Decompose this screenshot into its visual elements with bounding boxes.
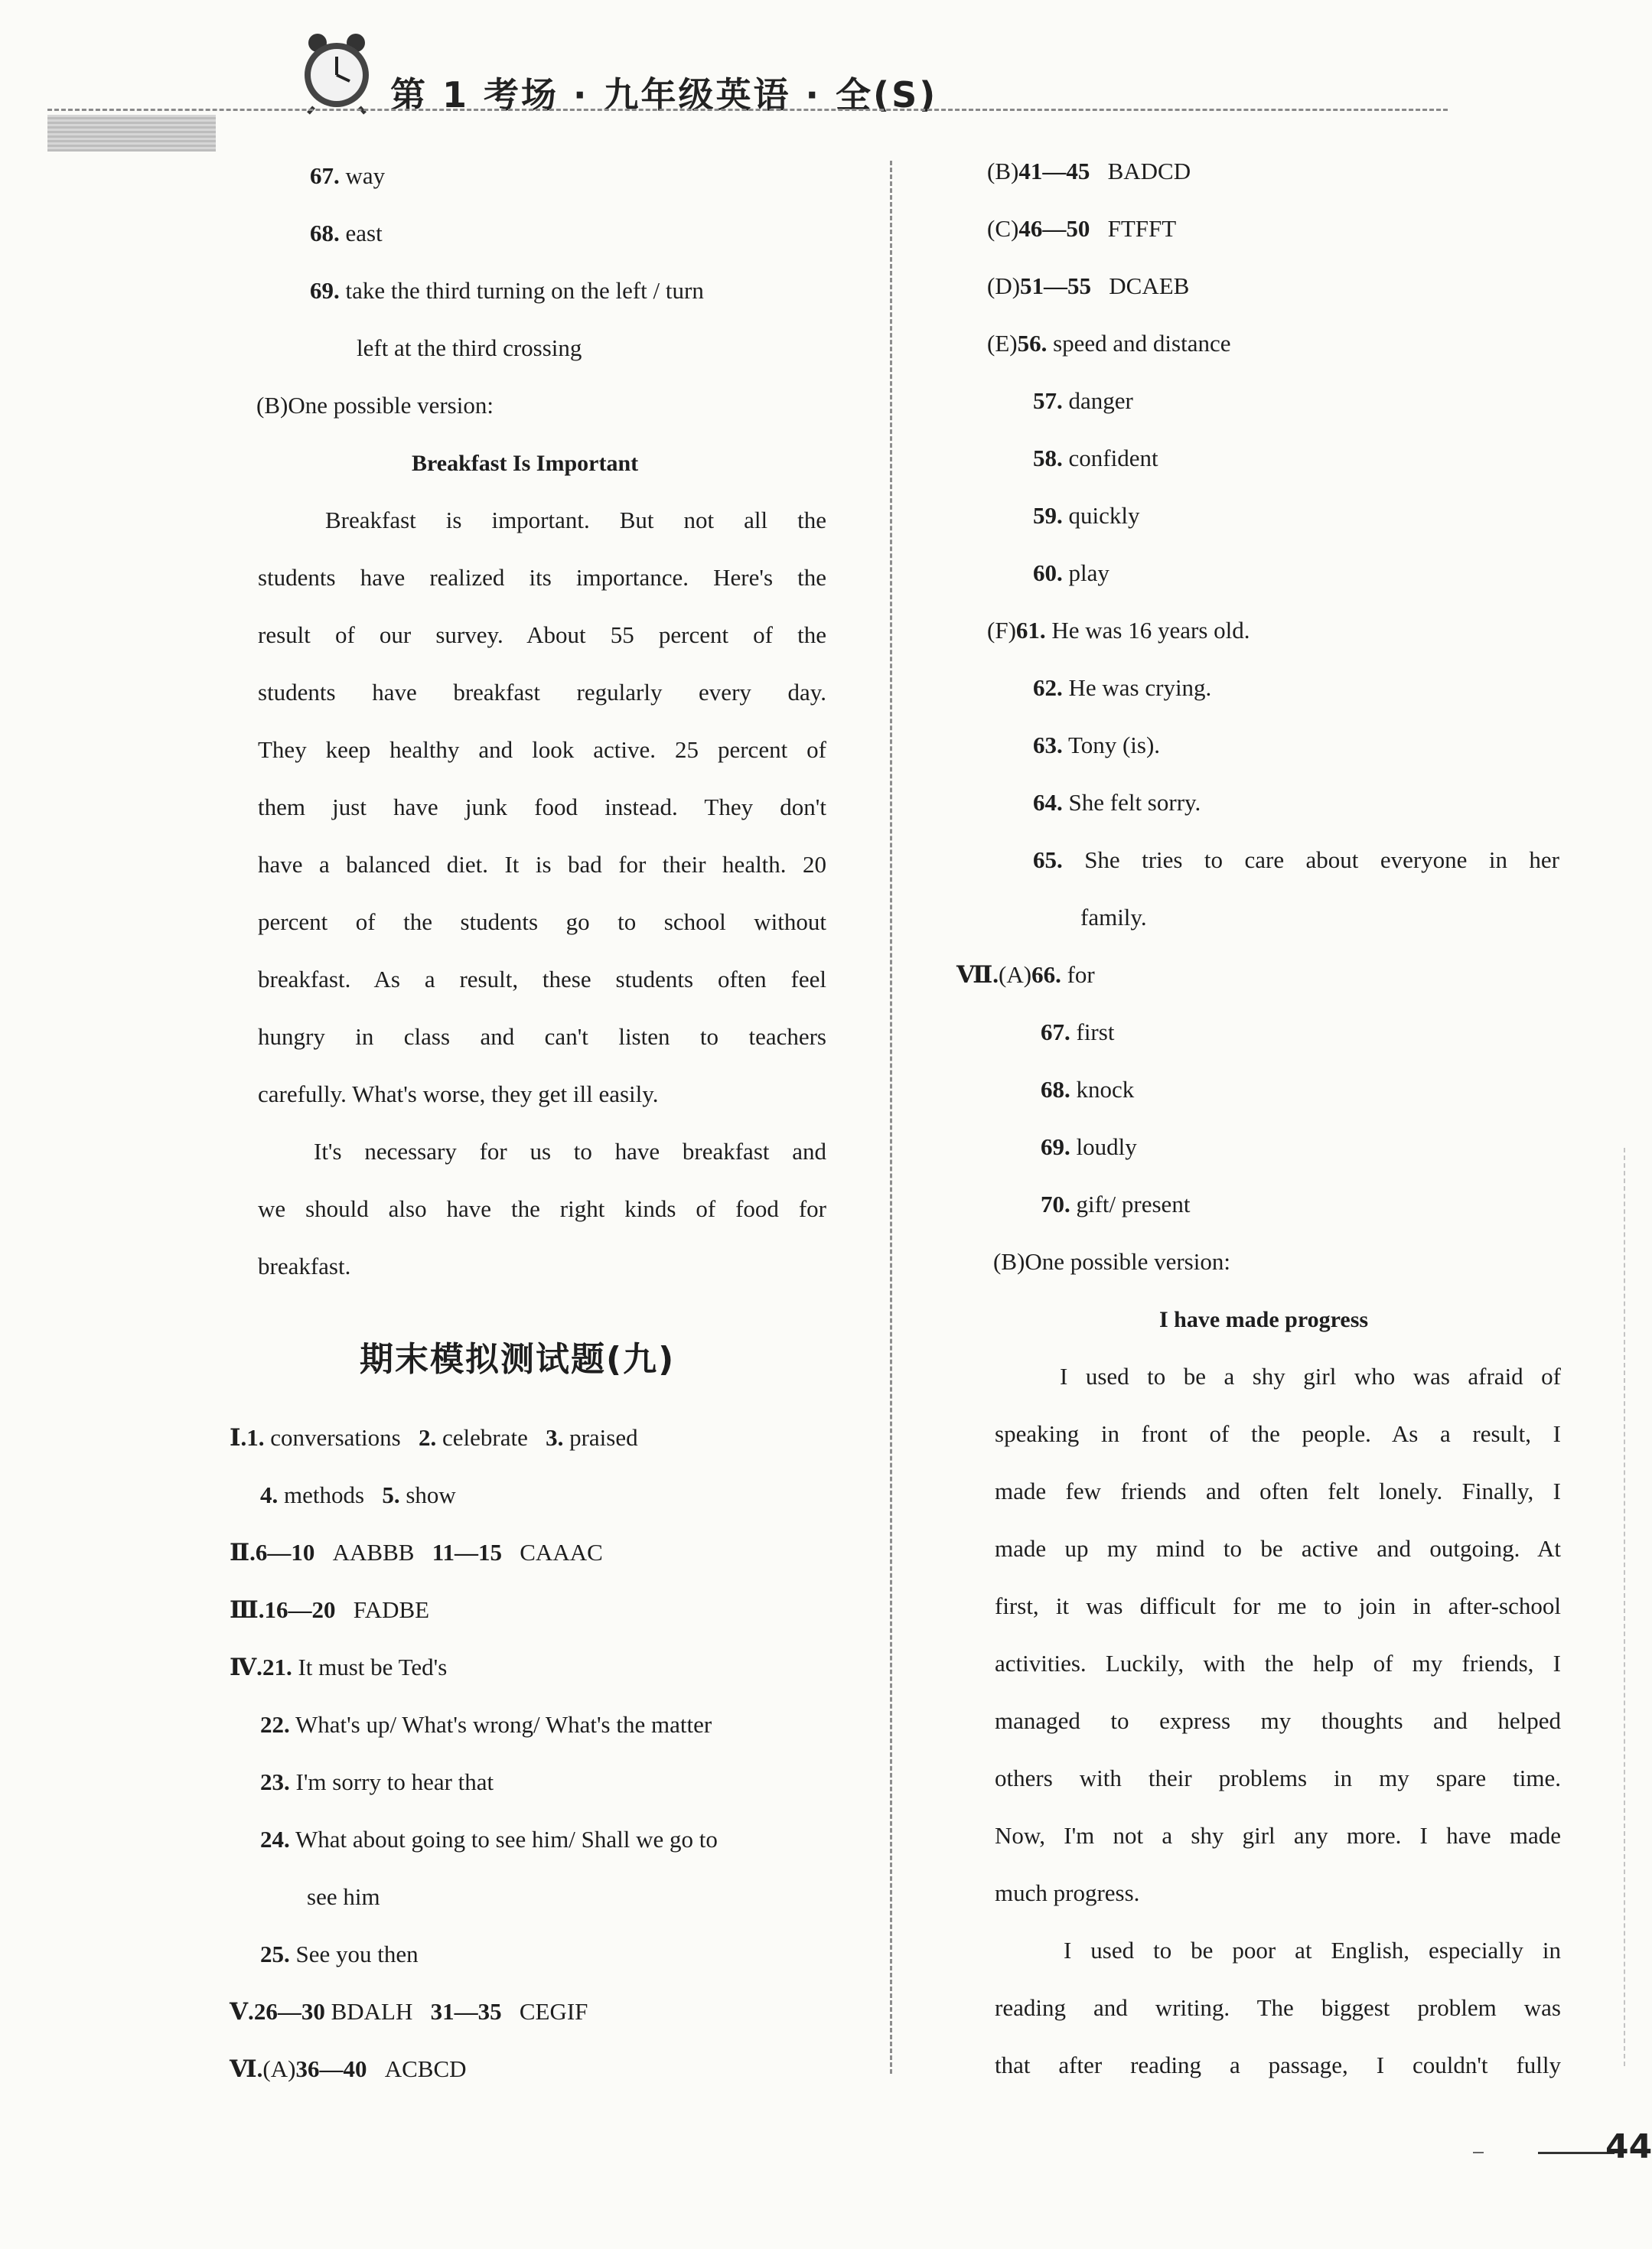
essay-line: managed to express my thoughts and helped: [995, 1707, 1561, 1734]
version-label-left: (B)One possible version:: [256, 392, 494, 419]
section-4-answer-24-cont: see him: [307, 1883, 380, 1910]
column-divider: [890, 161, 892, 2074]
answer-68: 68. east: [310, 220, 383, 246]
answer-65-cont: family.: [1080, 904, 1147, 931]
answer-68-right: 68. knock: [1041, 1076, 1135, 1103]
essay-line: made up my mind to be active and outgoing. At: [995, 1535, 1561, 1562]
answer-row-51-55: (D)51—55 DCAEB: [987, 272, 1190, 299]
answer-59: 59. quickly: [1033, 502, 1140, 529]
section-1-answers-cont: 4. methods 5. show: [260, 1481, 456, 1508]
section-3-answers: Ⅲ.16—20 FADBE: [230, 1596, 430, 1623]
essay-line: made few friends and often felt lonely. Finally, I: [995, 1478, 1561, 1504]
section-title: 期末模拟测试题(九): [360, 1340, 676, 1379]
essay-line: result of our survey. About 55 percent of the: [258, 621, 826, 648]
essay-line: students have realized its importance. Here's the: [258, 564, 826, 591]
answer-69-right: 69. loudly: [1041, 1133, 1137, 1160]
essay-line: Breakfast is important. But not all the: [325, 507, 826, 533]
essay-line: speaking in front of the people. As a result, I: [995, 1420, 1561, 1447]
essay-line: others with their problems in my spare time.: [995, 1765, 1561, 1791]
header-divider: [47, 109, 1448, 111]
essay-line: first, it was difficult for me to join in after-school: [995, 1592, 1561, 1619]
essay-line: breakfast. As a result, these students often feel: [258, 966, 826, 992]
section-1-answers: Ⅰ.1. conversations 2. celebrate 3. praised: [230, 1424, 638, 1451]
essay-line: activities. Luckily, with the help of my friends, I: [995, 1650, 1561, 1677]
answer-66: Ⅶ.(A)66. for: [956, 961, 1095, 988]
section-6-answers: Ⅵ.(A)36—40 ACBCD: [230, 2055, 467, 2082]
essay-line: percent of the students go to school without: [258, 908, 826, 935]
essay-line: I used to be a shy girl who was afraid of: [1060, 1363, 1561, 1390]
essay-title-right: I have made progress: [1159, 1307, 1369, 1332]
right-edge-dashes: [1624, 1148, 1625, 2066]
essay-title-left: Breakfast Is Important: [412, 451, 639, 476]
section-2-answers: Ⅱ.6—10 AABBB 11—15 CAAAC: [230, 1539, 603, 1566]
header-gray-band: [47, 115, 216, 152]
page-header: [0, 0, 1633, 153]
header-title: 第 1 考场 · 九年级英语 · 全(S): [390, 74, 938, 116]
essay-line: Now, I'm not a shy girl any more. I have made: [995, 1822, 1561, 1849]
answer-58: 58. confident: [1033, 445, 1158, 471]
essay-line: breakfast.: [258, 1253, 351, 1279]
section-4-answer-22: 22. What's up/ What's wrong/ What's the matter: [260, 1711, 712, 1738]
essay-line: carefully. What's worse, they get ill easily.: [258, 1080, 659, 1107]
answer-64: 64. She felt sorry.: [1033, 789, 1201, 816]
section-4-answer-21: Ⅳ.21. It must be Ted's: [230, 1654, 448, 1680]
answer-row-41-45: (B)41—45 BADCD: [987, 158, 1191, 184]
section-4-answer-25: 25. See you then: [260, 1941, 419, 1967]
answer-60: 60. play: [1033, 559, 1109, 586]
answer-row-46-50: (C)46—50 FTFFT: [987, 215, 1177, 242]
essay-line: students have breakfast regularly every day.: [258, 679, 826, 706]
page-number: 44: [1605, 2127, 1652, 2166]
answer-69-continued: left at the third crossing: [357, 334, 582, 361]
answer-62: 62. He was crying.: [1033, 674, 1212, 701]
answer-67: 67. way: [310, 162, 386, 189]
answer-69: 69. take the third turning on the left / turn: [310, 277, 704, 304]
essay-line: have a balanced diet. It is bad for their health. 20: [258, 851, 826, 878]
answer-57: 57. danger: [1033, 387, 1133, 414]
alarm-clock-icon: [295, 31, 379, 115]
essay-line: them just have junk food instead. They don't: [258, 794, 826, 820]
answer-67-right: 67. first: [1041, 1019, 1115, 1045]
version-label-right: (B)One possible version:: [993, 1248, 1230, 1275]
answer-61: (F)61. He was 16 years old.: [987, 617, 1250, 644]
essay-line: I used to be poor at English, especially in: [1064, 1937, 1561, 1964]
section-4-answer-23: 23. I'm sorry to hear that: [260, 1768, 494, 1795]
section-5-answers: Ⅴ.26—30 BDALH 31—35 CEGIF: [230, 1998, 588, 2025]
essay-line: hungry in class and can't listen to teachers: [258, 1023, 826, 1050]
answer-65: 65. She tries to care about everyone in her: [1033, 846, 1559, 873]
essay-line: reading and writing. The biggest problem was: [995, 1994, 1561, 2021]
essay-line: They keep healthy and look active. 25 percent of: [258, 736, 826, 763]
answer-70: 70. gift/ present: [1041, 1191, 1191, 1217]
answer-63: 63. Tony (is).: [1033, 732, 1161, 758]
essay-line: we should also have the right kinds of food for: [258, 1195, 826, 1222]
essay-line: much progress.: [995, 1879, 1140, 1906]
answer-56: (E)56. speed and distance: [987, 330, 1231, 357]
footer-dash: [1473, 2152, 1484, 2153]
essay-line: that after reading a passage, I couldn't fully: [995, 2052, 1561, 2078]
essay-line: It's necessary for us to have breakfast and: [314, 1138, 826, 1165]
page-number-rule: [1538, 2152, 1615, 2154]
section-4-answer-24: 24. What about going to see him/ Shall we go to: [260, 1826, 718, 1853]
